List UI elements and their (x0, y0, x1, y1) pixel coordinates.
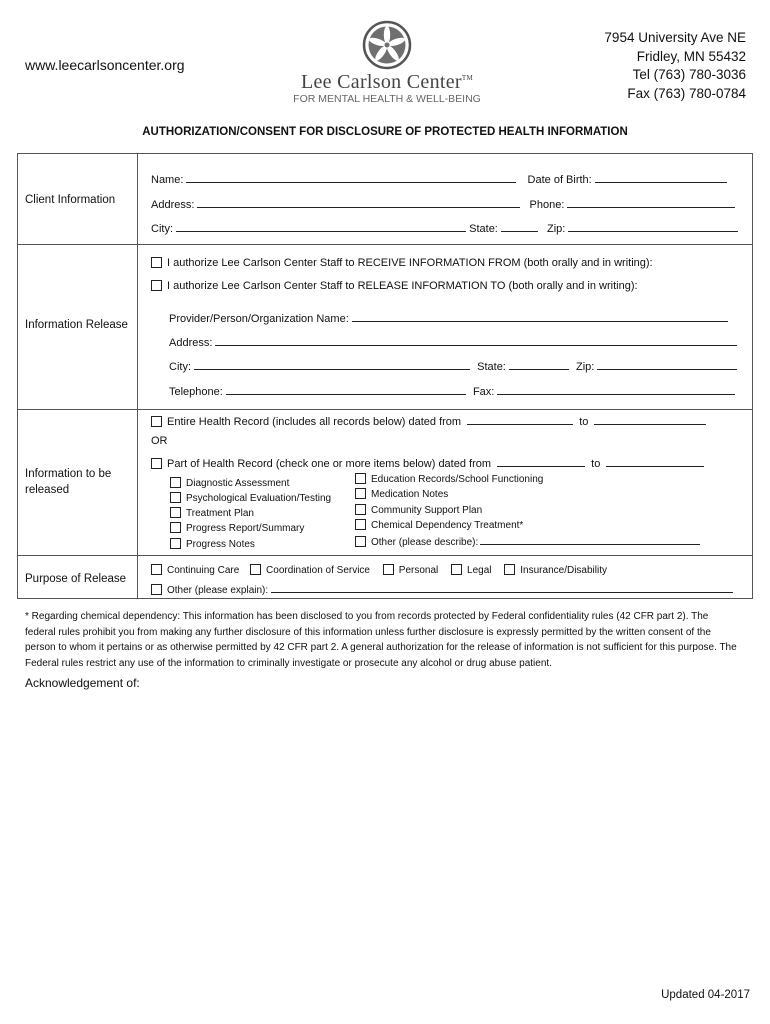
client-name-row (151, 172, 727, 186)
psychological-evaluation-checkbox[interactable] (170, 492, 181, 503)
part-to-label: to (591, 458, 601, 470)
client-city-label: City: (151, 223, 173, 235)
provider-fax-field[interactable] (497, 384, 735, 395)
client-name-field[interactable] (186, 172, 516, 183)
client-city-field[interactable] (176, 221, 466, 232)
client-zip-label: Zip: (547, 223, 566, 235)
logo-tagline: FOR MENTAL HEALTH & WELL-BEING (293, 93, 481, 105)
education-records-label: Education Records/School Functioning (371, 474, 544, 485)
treatment-plan-checkbox[interactable] (170, 507, 181, 518)
entire-record-row (151, 414, 706, 428)
treatment-plan-label: Treatment Plan (186, 508, 254, 519)
provider-city-row (169, 359, 737, 373)
provider-telephone-label: Telephone: (169, 386, 223, 398)
logo-trademark: TM (461, 74, 473, 82)
receive-label: I authorize Lee Carlson Center Staff to RECEIVE INFORMATION FROM (both orally and in writing): (167, 257, 653, 269)
progress-notes-checkbox[interactable] (170, 538, 181, 549)
client-address-row (151, 197, 735, 211)
provider-telephone-row (169, 384, 735, 398)
provider-address-row (169, 335, 737, 349)
part-record-row (151, 456, 704, 470)
item-community-support-plan (355, 504, 482, 516)
address-city: Fridley, MN 55432 (636, 48, 746, 64)
insurance-disability-checkbox[interactable] (504, 564, 515, 575)
entire-to-label: to (579, 416, 589, 428)
provider-zip-label: Zip: (576, 361, 595, 373)
provider-zip-field[interactable] (597, 359, 737, 370)
client-state-label: State: (469, 223, 498, 235)
personal-checkbox[interactable] (383, 564, 394, 575)
purpose-other-row (151, 583, 733, 596)
item-other-describe (355, 535, 700, 548)
part-from-field[interactable] (497, 456, 585, 467)
provider-address-label: Address: (169, 337, 213, 349)
information-release-label: Information Release (25, 319, 128, 331)
progress-report-checkbox[interactable] (170, 522, 181, 533)
psychological-evaluation-label: Psychological Evaluation/Testing (186, 493, 332, 504)
entire-from-field[interactable] (467, 414, 573, 425)
continuing-care-label: Continuing Care (167, 565, 240, 576)
purpose-other-checkbox[interactable] (151, 584, 162, 595)
purpose-other-label: Other (please explain): (167, 585, 269, 596)
released-label-line2: released (25, 484, 70, 496)
coordination-of-service-checkbox[interactable] (250, 564, 261, 575)
entire-record-label: Entire Health Record (includes all records below) dated from (167, 416, 462, 428)
logo-name: Lee Carlson Center (300, 71, 462, 93)
part-record-checkbox[interactable] (151, 458, 162, 469)
community-support-plan-label: Community Support Plan (371, 505, 483, 516)
provider-city-label: City: (169, 361, 191, 373)
receive-row (151, 257, 653, 269)
other-describe-checkbox[interactable] (355, 536, 366, 547)
client-information-label: Client Information (25, 194, 116, 206)
medication-notes-checkbox[interactable] (355, 488, 366, 499)
client-information-section (18, 154, 752, 244)
release-to-row (151, 280, 638, 292)
provider-row (169, 311, 728, 325)
item-chemical-dependency (355, 519, 523, 531)
item-diagnostic-assessment (170, 477, 289, 489)
center-address (604, 29, 746, 103)
item-progress-notes (170, 538, 255, 550)
client-address-field[interactable] (197, 197, 520, 208)
medication-notes-label: Medication Notes (371, 489, 449, 500)
provider-state-field[interactable] (509, 359, 569, 370)
flower-logo-icon (362, 20, 412, 70)
provider-telephone-field[interactable] (226, 384, 466, 395)
release-to-label: I authorize Lee Carlson Center Staff to RELEASE INFORMATION TO (both orally and in writing): (167, 280, 638, 292)
coordination-of-service-label: Coordination of Service (266, 565, 370, 576)
provider-fax-label: Fax: (472, 386, 495, 398)
client-city-row (151, 221, 738, 235)
release-to-checkbox[interactable] (151, 280, 162, 291)
community-support-plan-checkbox[interactable] (355, 504, 366, 515)
receive-checkbox[interactable] (151, 257, 162, 268)
purpose-of-release-section (18, 555, 752, 599)
education-records-checkbox[interactable] (355, 473, 366, 484)
client-dob-label: Date of Birth: (527, 174, 592, 186)
chemical-dependency-note: * Regarding chemical dependency: This information has been disclosed to you from records protected by Federal confidentiality rules (42 CFR part 2). The federal rules prohibit you from making any further disclosure of this information unless further disclosure is expressly permitted by the written consent of the person to whom it pertains or as otherwise permitted by 42 CFR part 2. A general authorization for the release of information is not sufficient for this purpose. The Federal rules restrict any use of the information to criminally investigate or prosecute any alcohol or drug abuse patient. (25, 611, 737, 669)
chemical-dependency-label: Chemical Dependency Treatment* (371, 520, 524, 531)
or-label: OR (151, 435, 168, 447)
address-fax: Fax (763) 780-0784 (627, 85, 746, 101)
item-education-records (355, 473, 543, 485)
provider-field[interactable] (352, 311, 728, 322)
provider-state-label: State: (477, 361, 506, 373)
part-to-field[interactable] (606, 456, 704, 467)
progress-report-label: Progress Report/Summary (186, 523, 305, 534)
purpose-options-row (151, 564, 607, 576)
client-zip-field[interactable] (568, 221, 738, 232)
provider-address-field[interactable] (215, 335, 737, 346)
information-to-be-released-label (25, 466, 111, 498)
legal-checkbox[interactable] (451, 564, 462, 575)
continuing-care-checkbox[interactable] (151, 564, 162, 575)
progress-notes-label: Progress Notes (186, 539, 255, 550)
chemical-dependency-checkbox[interactable] (355, 519, 366, 530)
client-phone-label: Phone: (529, 199, 565, 211)
website-url: www.leecarlsoncenter.org (25, 57, 185, 73)
information-release-section (18, 244, 752, 410)
entire-to-field[interactable] (594, 414, 706, 425)
provider-label: Provider/Person/Organization Name: (169, 313, 349, 325)
logo (292, 20, 482, 105)
personal-label: Personal (398, 565, 439, 576)
insurance-disability-label: Insurance/Disability (520, 565, 607, 576)
entire-record-checkbox[interactable] (151, 416, 162, 427)
updated-date: Updated 04-2017 (661, 989, 750, 1001)
diagnostic-assessment-label: Diagnostic Assessment (186, 478, 290, 489)
client-state-field[interactable] (501, 221, 538, 232)
part-record-label: Part of Health Record (check one or more items below) dated from (167, 458, 492, 470)
client-phone-field[interactable] (567, 197, 735, 208)
client-address-label: Address: (151, 199, 195, 211)
address-tel: Tel (763) 780-3036 (632, 67, 746, 82)
address-street: 7954 University Ave NE (604, 30, 746, 45)
information-to-be-released-section (18, 409, 752, 556)
form-title: AUTHORIZATION/CONSENT FOR DISCLOSURE OF PROTECTED HEALTH INFORMATION (142, 126, 628, 138)
consent-form-table (17, 153, 753, 599)
client-name-label: Name: (151, 174, 184, 186)
client-dob-field[interactable] (595, 172, 727, 183)
legal-label: Legal (467, 565, 492, 576)
acknowledgement-label: Acknowledgement of: (25, 676, 140, 690)
other-describe-field[interactable] (480, 535, 700, 545)
purpose-of-release-label: Purpose of Release (25, 573, 127, 585)
released-label-line1: Information to be (25, 468, 112, 480)
item-treatment-plan (170, 507, 254, 519)
provider-city-field[interactable] (194, 359, 470, 370)
item-medication-notes (355, 488, 448, 500)
purpose-other-field[interactable] (271, 583, 733, 593)
item-psychological-evaluation (170, 492, 331, 504)
diagnostic-assessment-checkbox[interactable] (170, 477, 181, 488)
item-progress-report (170, 522, 304, 534)
other-describe-label: Other (please describe): (371, 537, 479, 548)
